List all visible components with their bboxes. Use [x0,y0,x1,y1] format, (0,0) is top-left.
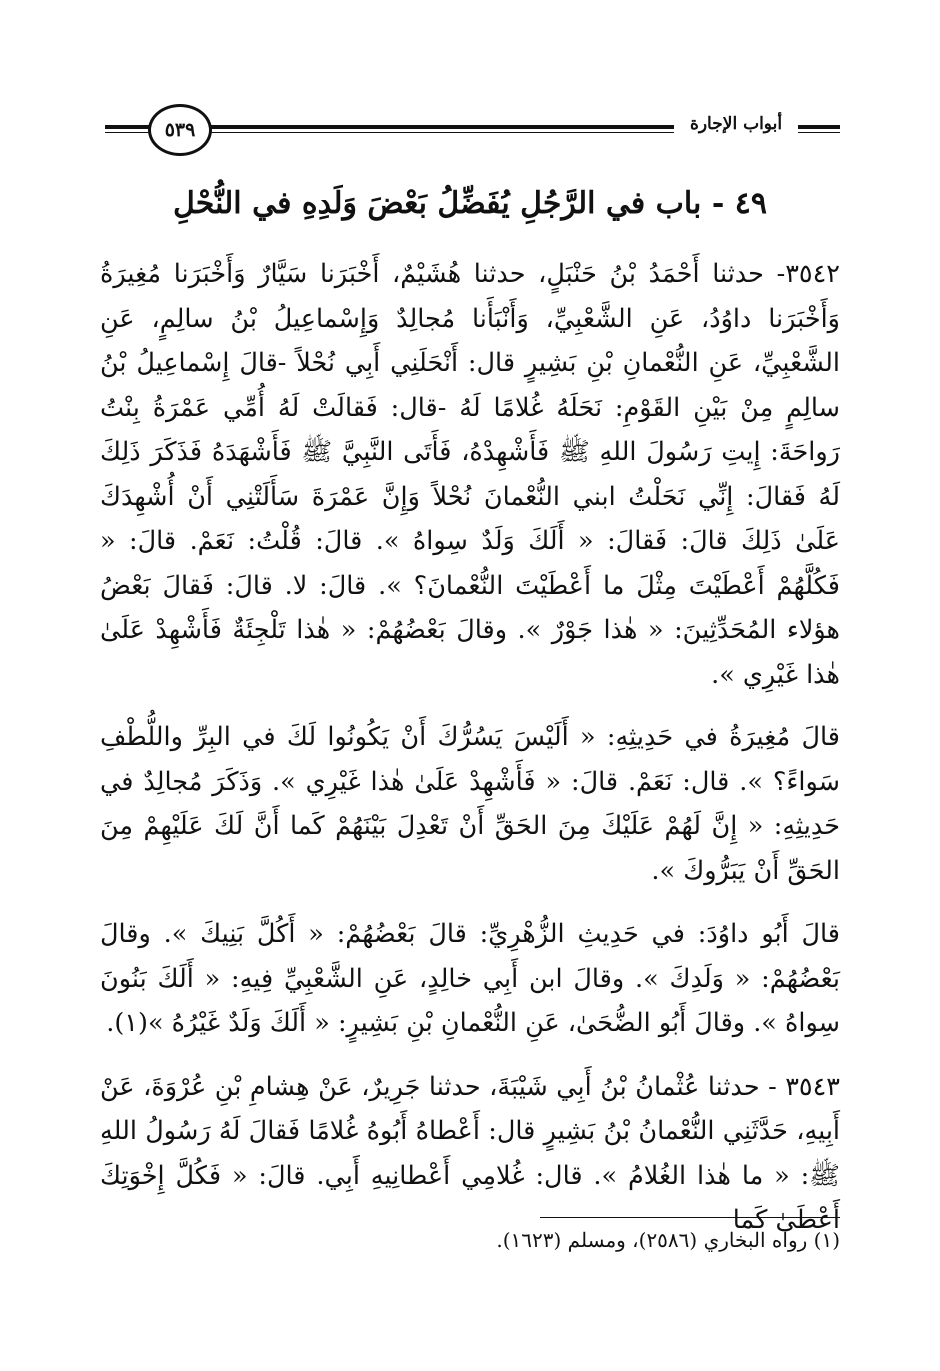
running-title: أبواب الإجارة [689,114,783,134]
header-rule-right-edge [798,125,840,133]
hadith-paragraph: قالَ مُغِيرَةُ في حَدِيثِهِ: « أَلَيْسَ يَسُرُّكَ أَنْ يَكُونُوا لَكَ في البِرِّ واللُّطْفِ سَواءً؟ ». قال: نَعَمْ. قالَ: « فَأَشْهِدْ عَلَىٰ هٰذا غَيْرِي ». وَذَكَرَ مُجالِدٌ في حَدِيثِهِ: « إِنَّ لَهُمْ عَلَيْكَ مِنَ الحَقِّ أَنْ تَعْدِلَ بَيْنَهُمْ كَما أَنَّ لَكَ عَلَيْهِمْ مِنَ الحَقِّ أَنْ يَبَرُّوكَ ». [100,722,840,886]
body-text [100,252,840,1262]
header-rule [210,125,674,133]
chapter-heading: ٤٩ - باب في الرَّجُلِ يُفَضِّلُ بَعْضَ وَلَدِهِ في النُّحْلِ [173,186,767,221]
footnote: (١) رواه البخاري (٢٥٨٦)، ومسلم (١٦٢٣). [496,1228,840,1252]
hadith-paragraph: ٣٥٤٣ - حدثنا عُثْمانُ بْنُ أَبِي شَيْبَةَ، حدثنا جَرِيرٌ، عَنْ هِشامِ بْنِ عُرْوَةَ، عَنْ أَبِيهِ، حَدَّثَنِي النُّعْمانُ بْنُ بَشِيرٍ قال: أَعْطاهُ أَبُوهُ غُلامًا فَقالَ لَهُ رَسُولُ اللهِ ﷺ: « ما هٰذا الغُلامُ ». قال: غُلامِي أَعْطانِيهِ أَبِي. قالَ: « فَكُلَّ إِخْوَتِكَ أَعْطَىٰ كَما [100,1071,840,1235]
hadith-paragraph: قالَ أَبُو داوُدَ: في حَدِيثِ الزُّهْرِيِّ: قالَ بَعْضُهُمْ: « أَكُلَّ بَنِيكَ ». وقالَ بَعْضُهُمْ: « وَلَدِكَ ». وقالَ ابن أَبِي خالِدٍ، عَنِ الشَّعْبِيِّ فِيهِ: « أَلَكَ بَنُونَ سِواهُ ». وقالَ أَبُو الضُّحَىٰ، عَنِ النُّعْمانِ بْنِ بَشِيرٍ: « أَلَكَ وَلَدٌ غَيْرُهُ »(١). [100,919,840,1038]
hadith-paragraph: ٣٥٤٢- حدثنا أَحْمَدُ بْنُ حَنْبَلٍ، حدثنا هُشَيْمٌ، أَخْبَرَنا سَيَّارٌ وَأَخْبَرَنا مُغِيرَةُ وَأَخْبَرَنا داوُدُ، عَنِ الشَّعْبِيِّ، وَأَنْبَأَنا مُجالِدٌ وَإِسْماعِيلُ بْنُ سالِمٍ، عَنِ الشَّعْبِيِّ، عَنِ النُّعْمانِ بْنِ بَشِيرٍ قال: أَنْحَلَنِي أَبِي نُحْلاً -قالَ إِسْماعِيلُ بْنُ سالِمٍ مِنْ بَيْنِ القَوْمِ: نَحَلَهُ غُلامًا لَهُ -قال: فَقالَتْ لَهُ أُمِّي عَمْرَةُ بِنْتُ رَواحَةَ: إِيتِ رَسُولَ اللهِ ﷺ فَأَشْهِدْهُ، فَأَتَى النَّبِيَّ ﷺ فَأَشْهَدَهُ فَذَكَرَ ذَلِكَ لَهُ فَقالَ: إِنِّي نَحَلْتُ ابني النُّعْمانَ نُحْلاً وَإِنَّ عَمْرَةَ سَأَلَتْنِي أَنْ أُشْهِدَكَ عَلَىٰ ذَلِكَ قالَ: فَقالَ: « أَلَكَ وَلَدٌ سِواهُ ». قالَ: قُلْتُ: نَعَمْ. قالَ: « فَكُلَّهُمْ أَعْطَيْتَ مِثْلَ ما أَعْطَيْتَ النُّعْمانَ؟ ». قالَ: لا. قالَ: فَقالَ بَعْضُ هؤلاء المُحَدِّثِينَ: « هٰذا جَوْرٌ ». وقالَ بَعْضُهُمْ: « هٰذا تَلْجِئَةٌ فَأَشْهِدْ عَلَىٰ هٰذا غَيْرِي ». [100,259,840,690]
page-number: ٥٣٩ [148,104,212,156]
footnote-separator [540,1217,840,1218]
header-rule-left [105,125,149,133]
